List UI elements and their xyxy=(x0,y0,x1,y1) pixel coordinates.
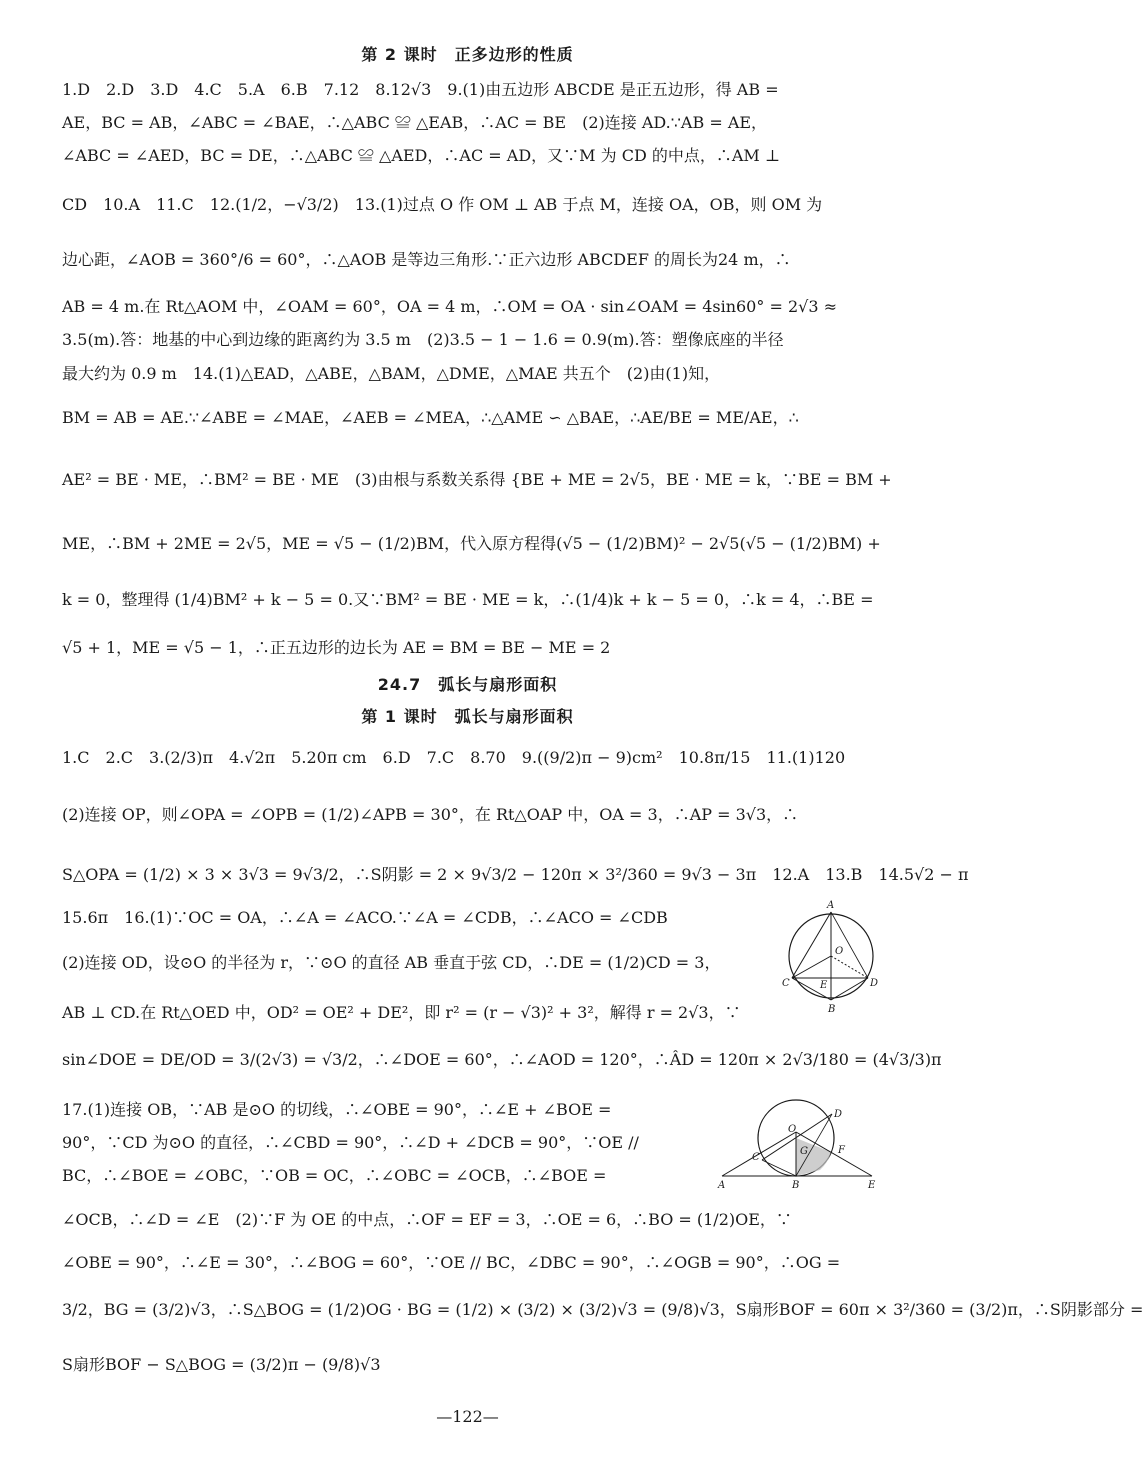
text-line: 90°，∵CD 为⊙O 的直径，∴∠CBD = 90°，∴∠D + ∠DCB = 90°，∵OE // xyxy=(62,1133,639,1152)
text-line: 15.6π 16.(1)∵OC = OA，∴∠A = ∠ACO.∵∠A = ∠CDB，∴∠ACO = ∠CDB xyxy=(62,908,668,927)
text-line: (2)连接 OD，设⊙O 的半径为 r，∵⊙O 的直径 AB 垂直于弦 CD，∴DE = (1/2)CD = 3， xyxy=(62,953,721,972)
text-line: 1.C 2.C 3.(2/3)π 4.√2π 5.20π cm 6.D 7.C 8.70 9.((9/2)π − 9)cm² 10.8π/15 11.(1)120 xyxy=(62,748,846,767)
text-line: 3.5(m).答：地基的中心到边缘的距离约为 3.5 m (2)3.5 − 1 − 1.6 = 0.9(m).答：塑像底座的半径 xyxy=(62,330,784,349)
page-number: —122— xyxy=(436,1407,499,1426)
text-line: CD 10.A 11.C 12.(1/2，−√3/2) 13.(1)过点 O 作 OM ⊥ AB 于点 M，连接 OA，OB，则 OM 为 xyxy=(62,195,823,214)
label-A: A xyxy=(827,900,835,911)
text-line: 3/2，BG = (3/2)√3，∴S△BOG = (1/2)OG · BG = (1/2) × (3/2) × (3/2)√3 = (9/8)√3，S扇形BOF = 60π × 3²/360 = (3/2)π，∴S阴影部分 = xyxy=(62,1300,1143,1319)
text-line: 17.(1)连接 OB，∵AB 是⊙O 的切线，∴∠OBE = 90°，∴∠E + ∠BOE = xyxy=(62,1100,612,1119)
label-E: E xyxy=(868,1180,876,1191)
label-B: B xyxy=(828,1004,836,1015)
label-D: D xyxy=(834,1109,843,1120)
text-line: ∠ABC = ∠AED，BC = DE，∴△ABC ≌ △AED，∴AC = AD，又∵M 为 CD 的中点，∴AM ⊥ xyxy=(62,146,780,165)
label-A: A xyxy=(718,1180,726,1191)
text-line: k = 0，整理得 (1/4)BM² + k − 5 = 0.又∵BM² = BE · ME = k，∴(1/4)k + k − 5 = 0，∴k = 4，∴BE = xyxy=(62,590,874,609)
text-line: BM = AB = AE.∵∠ABE = ∠MAE，∠AEB = ∠MEA，∴△AME ∽ △BAE，∴AE/BE = ME/AE，∴ xyxy=(62,408,799,427)
label-G: G xyxy=(800,1146,808,1157)
text-line: ME，∴BM + 2ME = 2√5，ME = √5 − (1/2)BM，代入原方程得(√5 − (1/2)BM)² − 2√5(√5 − (1/2)BM) + xyxy=(62,534,881,553)
label-C: C xyxy=(752,1152,760,1163)
label-E: E xyxy=(820,980,828,991)
label-C: C xyxy=(782,978,790,989)
text-line: 边心距，∠AOB = 360°/6 = 60°，∴△AOB 是等边三角形.∵正六边形 ABCDEF 的周长为24 m，∴ xyxy=(62,250,791,269)
text-line: BC，∴∠BOE = ∠OBC，∵OB = OC，∴∠OBC = ∠OCB，∴∠BOE = xyxy=(62,1166,607,1185)
text-line: AE，BC = AB，∠ABC = ∠BAE，∴△ABC ≌ △EAB，∴AC = BE (2)连接 AD.∵AB = AE， xyxy=(62,113,768,132)
label-B: B xyxy=(792,1180,800,1191)
section-heading-24-7: 24.7 弧长与扇形面积 xyxy=(377,675,558,694)
text-line: sin∠DOE = DE/OD = 3/(2√3) = √3/2，∴∠DOE = 60°，∴∠AOD = 120°，∴ÂD = 120π × 2√3/180 = (4√3/3)π xyxy=(62,1050,942,1069)
text-line: (2)连接 OP，则∠OPA = ∠OPB = (1/2)∠APB = 30°，在 Rt△OAP 中，OA = 3，∴AP = 3√3，∴ xyxy=(62,805,799,824)
label-D: D xyxy=(870,978,879,989)
text-line: √5 + 1，ME = √5 − 1，∴正五边形的边长为 AE = BM = BE − ME = 2 xyxy=(62,638,611,657)
label-O: O xyxy=(788,1124,797,1135)
text-line: 1.D 2.D 3.D 4.C 5.A 6.B 7.12 8.12√3 9.(1)由五边形 ABCDE 是正五边形，得 AB = xyxy=(62,80,779,99)
text-line: ∠OBE = 90°，∴∠E = 30°，∴∠BOG = 60°，∵OE // BC，∠DBC = 90°，∴∠OGB = 90°，∴OG = xyxy=(62,1253,841,1272)
circle-tangent-diagram-problem-17 xyxy=(714,1102,880,1190)
section-heading-lesson-1: 第 1 课时 弧长与扇形面积 xyxy=(361,707,574,726)
text-line: ∠OCB，∴∠D = ∠E (2)∵F 为 OE 的中点，∴OF = EF = 3，∴OE = 6，∴BO = (1/2)OE，∵ xyxy=(62,1210,792,1229)
circle-diagram-problem-16 xyxy=(776,898,886,1014)
section-heading-lesson-2: 第 2 课时 正多边形的性质 xyxy=(361,45,574,64)
text-line: S△OPA = (1/2) × 3 × 3√3 = 9√3/2，∴S阴影 = 2 × 9√3/2 − 120π × 3²/360 = 9√3 − 3π 12.A 13.B 14.5√2 − π xyxy=(62,865,969,884)
text-line: AB = 4 m.在 Rt△AOM 中，∠OAM = 60°，OA = 4 m，∴OM = OA · sin∠OAM = 4sin60° = 2√3 ≈ xyxy=(62,297,837,316)
text-line: AE² = BE · ME，∴BM² = BE · ME (3)由根与系数关系得 {BE + ME = 2√5，BE · ME = k，∵BE = BM + xyxy=(62,470,892,489)
label-F: F xyxy=(838,1145,845,1156)
label-O: O xyxy=(835,946,844,957)
text-line: S扇形BOF − S△BOG = (3/2)π − (9/8)√3 xyxy=(62,1355,381,1374)
text-line: 最大约为 0.9 m 14.(1)△EAD，△ABE，△BAM，△DME，△MAE 共五个 (2)由(1)知， xyxy=(62,364,721,383)
text-line: AB ⊥ CD.在 Rt△OED 中，OD² = OE² + DE²，即 r² = (r − √3)² + 3²，解得 r = 2√3，∵ xyxy=(62,1003,741,1022)
